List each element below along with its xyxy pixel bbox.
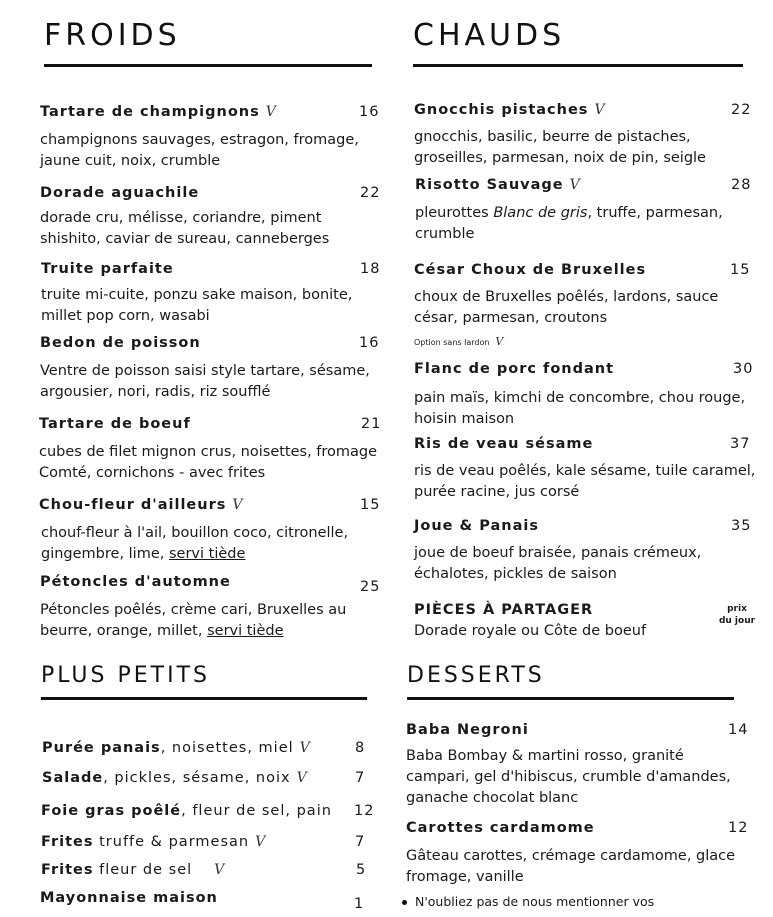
market-price: prix du jour	[718, 604, 756, 626]
menu-item-description: truite mi-cuite, ponzu sake maison, bonite, millet pop corn, wasabi	[41, 287, 353, 324]
menu-item-name: Truite parfaite	[41, 261, 174, 277]
dessert-name: Baba Negroni	[406, 722, 529, 738]
vegetarian-icon: V	[296, 770, 308, 786]
menu-item-name: Tartare de boeuf	[39, 416, 191, 432]
menu-item-description: chouf-fleur à l'ail, bouillon coco, citronelle, gingembre, lime, servi tiède	[41, 525, 349, 562]
menu-item-description: pleurottes Blanc de gris, truffe, parmesan, crumble	[415, 205, 723, 242]
vegetarian-icon: V	[569, 177, 581, 193]
menu-item-price: 25	[360, 579, 381, 595]
menu-item-name: Ris de veau sésame	[414, 436, 594, 452]
menu-item-description: dorade cru, mélisse, coriandre, piment shishito, caviar de sureau, canneberges	[40, 210, 330, 247]
side-item-price: 7	[355, 834, 366, 850]
menu-item-name: Flanc de porc fondant	[414, 361, 615, 377]
side-item: Frites truffe & parmesan V	[41, 834, 267, 850]
plus-petits-heading: PLUS PETITS	[41, 663, 210, 688]
chauds-heading: CHAUDS	[413, 18, 566, 53]
menu-item-price: 28	[731, 177, 752, 193]
menu-item-name: PIÈCES À PARTAGER	[414, 602, 594, 618]
desserts-heading: DESSERTS	[407, 663, 545, 688]
menu-item-price: 35	[731, 518, 752, 534]
option-note: Option sans lardon V	[414, 335, 504, 348]
menu-item-description: Ventre de poisson saisi style tartare, sésame, argousier, nori, radis, riz soufflé	[40, 363, 370, 400]
bullet-icon	[402, 900, 407, 905]
menu-item-description: joue de boeuf braisée, panais crémeux, échalotes, pickles de saison	[414, 545, 702, 582]
menu-item-description: choux de Bruxelles poêlés, lardons, sauce césar, parmesan, croutons	[414, 289, 719, 326]
dessert-price: 12	[728, 820, 749, 836]
vegetarian-icon: V	[265, 104, 277, 120]
menu-item-price: 37	[730, 436, 751, 452]
menu-item-description: gnocchis, basilic, beurre de pistaches, groseilles, parmesan, noix de pin, seigle	[414, 129, 706, 166]
menu-item-name: Joue & Panais	[414, 518, 539, 534]
menu-item-name: Bedon de poisson	[40, 335, 201, 351]
side-item: Frites fleur de sel V	[41, 862, 226, 878]
menu-item-price: 15	[360, 497, 381, 513]
menu-item-name: Risotto Sauvage V	[415, 177, 581, 193]
served-warm-note: servi tiède	[207, 623, 284, 639]
dessert-price: 14	[728, 722, 749, 738]
menu-item-name: Tartare de champignons V	[40, 104, 277, 120]
menu-item-name: Chou-fleur d'ailleurs V	[39, 497, 244, 513]
chauds-divider	[413, 64, 743, 67]
menu-item-price: 22	[360, 185, 381, 201]
menu-item-price: 16	[359, 335, 380, 351]
dessert-name: Carottes cardamome	[406, 820, 595, 836]
froids-heading: FROIDS	[44, 18, 181, 53]
side-item-price: 12	[354, 803, 375, 819]
served-warm-note: servi tiède	[168, 546, 246, 562]
side-item-price: 7	[355, 770, 366, 786]
vegetarian-icon: V	[255, 834, 267, 850]
menu-item-price: 30	[733, 361, 754, 377]
side-item: Purée panais, noisettes, miel V	[42, 740, 311, 756]
plus-petits-divider	[41, 697, 367, 700]
menu-item-price: 15	[730, 262, 751, 278]
dessert-description: Baba Bombay & martini rosso, granité campari, gel d'hibiscus, crumble d'amandes, ganache chocolat blanc	[406, 748, 731, 806]
side-item-price: 1	[354, 896, 365, 912]
vegetarian-icon: V	[299, 740, 311, 756]
menu-item-description: pain maïs, kimchi de concombre, chou rouge, hoisin maison	[414, 390, 746, 427]
menu-item-price: 16	[359, 104, 380, 120]
menu-item-name: Gnocchis pistaches V	[414, 102, 606, 118]
vegetarian-icon: V	[232, 497, 244, 513]
side-item: Foie gras poêlé, fleur de sel, pain	[41, 803, 332, 819]
menu-item-description: Dorade royale ou Côte de boeuf	[414, 623, 647, 639]
menu-item-name: Pétoncles d'automne	[40, 574, 231, 590]
menu-item-price: 18	[360, 261, 381, 277]
dessert-description: Gâteau carottes, crémage cardamome, glace fromage, vanille	[406, 848, 736, 885]
vegetarian-icon: V	[214, 862, 226, 878]
side-item: Mayonnaise maison	[40, 890, 218, 906]
side-item-price: 8	[355, 740, 366, 756]
desserts-divider	[407, 697, 734, 700]
side-item-price: 5	[356, 862, 367, 878]
menu-item-name: Dorade aguachile	[40, 185, 200, 201]
menu-item-name: César Choux de Bruxelles	[414, 262, 647, 278]
froids-divider	[44, 64, 372, 67]
menu-item-description: ris de veau poêlés, kale sésame, tuile caramel, purée racine, jus corsé	[414, 463, 756, 500]
menu-item-price: 22	[731, 102, 752, 118]
side-item: Salade, pickles, sésame, noix V	[42, 770, 308, 786]
menu-item-description: champignons sauvages, estragon, fromage, jaune cuit, noix, crumble	[40, 132, 359, 169]
menu-item-description: cubes de filet mignon crus, noisettes, fromage Comté, cornichons - avec frites	[39, 444, 378, 481]
menu-item-price: 21	[361, 416, 382, 432]
allergy-note: N'oubliez pas de nous mentionner vos	[400, 894, 654, 909]
menu-item-description: Pétoncles poêlés, crème cari, Bruxelles au beurre, orange, millet, servi tiède	[40, 602, 347, 639]
vegetarian-icon: V	[495, 335, 504, 348]
vegetarian-icon: V	[594, 102, 606, 118]
